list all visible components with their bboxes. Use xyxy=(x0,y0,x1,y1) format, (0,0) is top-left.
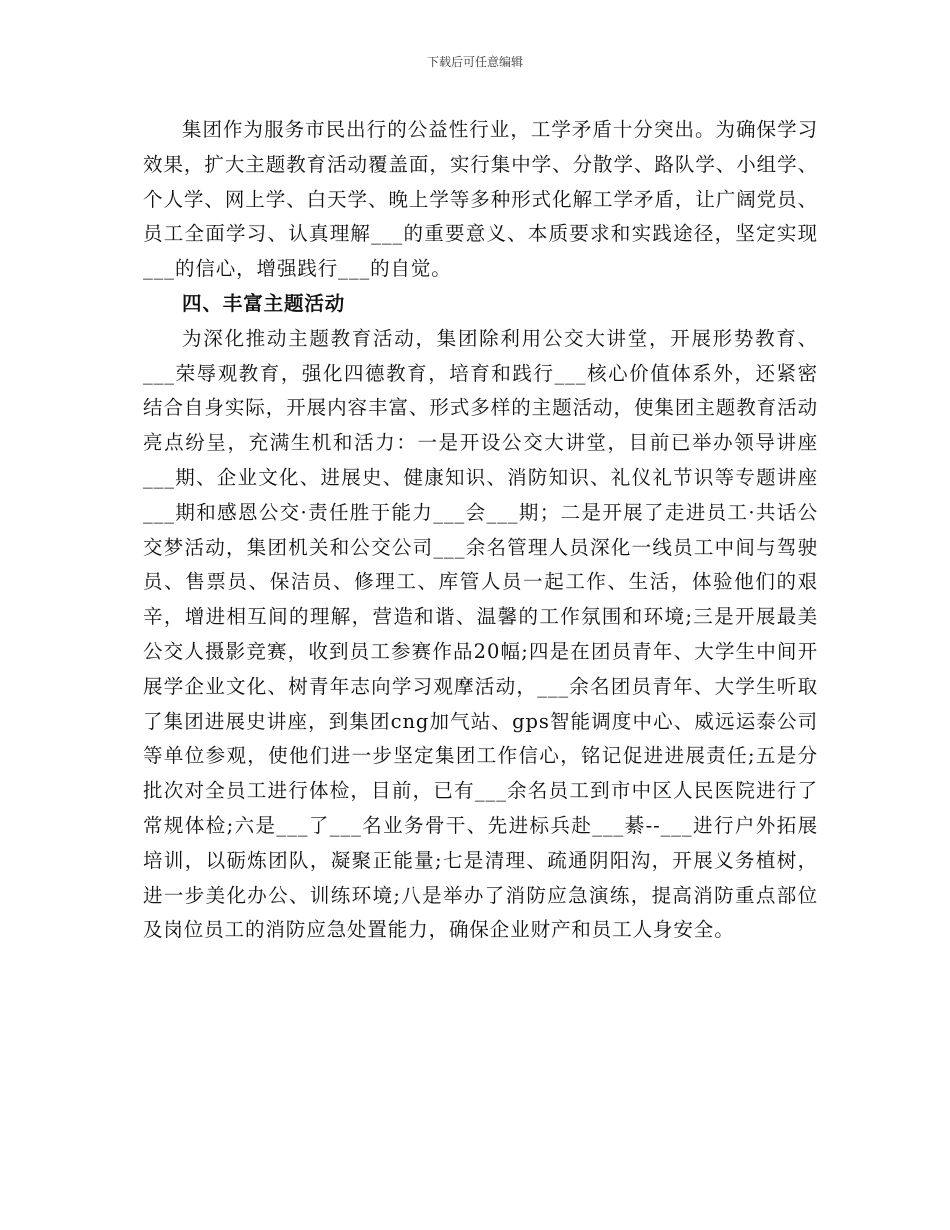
paragraph-theme-activities: 为深化推动主题教育活动，集团除利用公交大讲堂，开展形势教育、___荣辱观教育，强化四德教育，培育和践行___核心价值体系外，还紧密结合自身实际，开展内容丰富、形式多样的主题活动，使集团主题教育活动亮点纷呈，充满生机和活力：一是开设公交大讲堂，目前已举办领导讲座___期、企业文化、进展史、健康知识、消防知识、礼仪礼节识等专题讲座___期和感恩公交·责任胜于能力___会___期；二是开展了走进员工·共话公交梦活动，集团机关和公交公司___余名管理人员深化一线员工中间与驾驶员、售票员、保洁员、修理工、库管人员一起工作、生活，体验他们的艰辛，增进相互间的理解，营造和谐、温馨的工作氛围和环境;三是开展最美公交人摄影竞赛，收到员工参赛作品20幅;四是在团员青年、大学生中间开展学企业文化、树青年志向学习观摩活动，___余名团员青年、大学生听取了集团进展史讲座，到集团cng加气站、gps智能调度中心、威远运泰公司等单位参观，使他们进一步坚定集团工作信心，铭记促进进展责任;五是分批次对全员工进行体检，目前，已有___余名员工到市中区人民医院进行了常规体检;六是___了___名业务骨干、先进标兵赴___綦--___进行户外拓展培训，以砺炼团队，凝聚正能量;七是清理、疏通阴阳沟，开展义务植树，进一步美化办公、训练环境;八是举办了消防应急演练，提高消防重点部位及岗位员工的消防应急处置能力，确保企业财产和员工人身安全。 xyxy=(143,326,818,942)
document-body xyxy=(143,113,818,948)
paragraph-study-methods: 集团作为服务市民出行的公益性行业，工学矛盾十分突出。为确保学习效果，扩大主题教育活动覆盖面，实行集中学、分散学、路队学、小组学、个人学、网上学、白天学、晚上学等多种形式化解工学矛盾，让广阔党员、员工全面学习、认真理解___的重要意义、本质要求和实践途径，坚定实现___的信心，增强践行___的自觉。 xyxy=(143,118,818,281)
section-heading: 四、丰富主题活动 xyxy=(182,291,346,315)
page-header: 下载后可任意编辑 xyxy=(426,55,523,69)
